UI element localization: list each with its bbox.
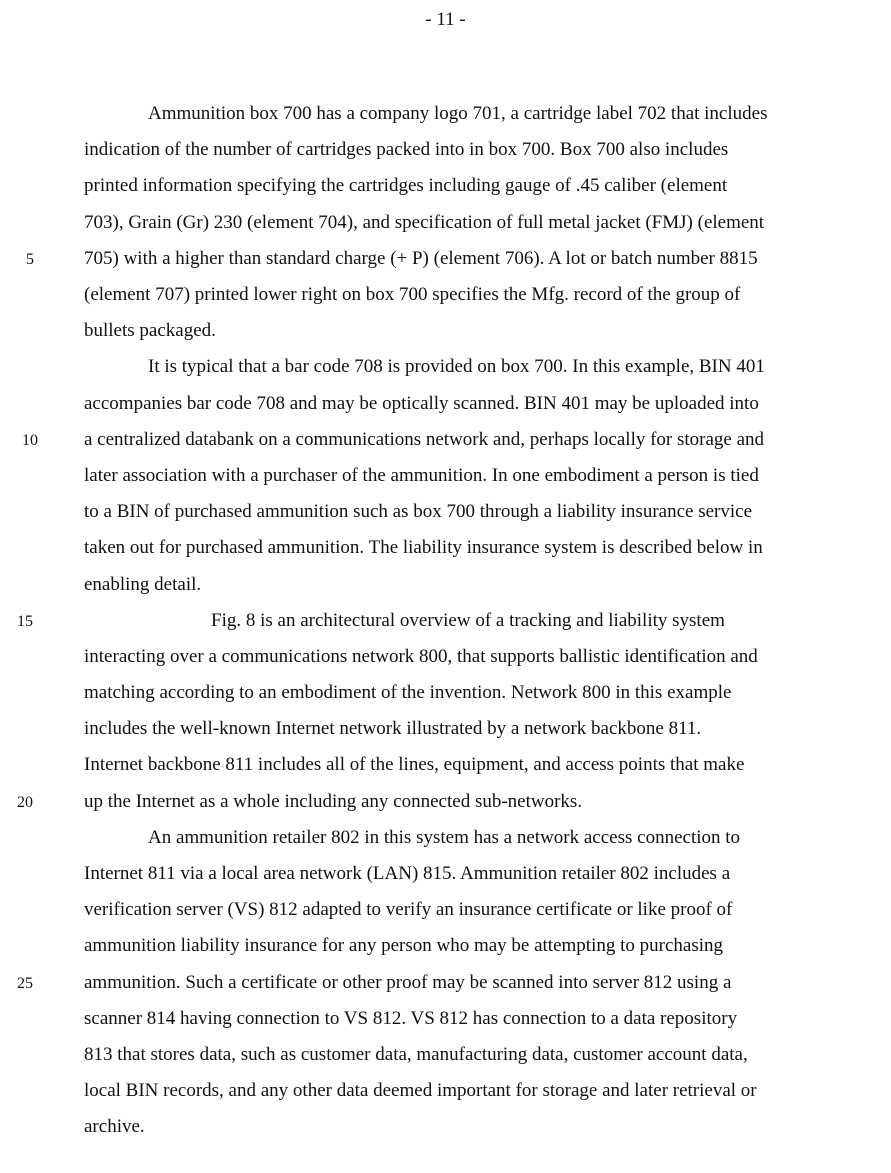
text-line: later association with a purchaser of the ammunition. In one embodiment a person is tied (84, 465, 759, 486)
text-line: to a BIN of purchased ammunition such as box 700 through a liability insurance service (84, 501, 753, 522)
text-line: An ammunition retailer 802 in this system has a network access connection to (148, 827, 741, 848)
text-line: 703), Grain (Gr) 230 (element 704), and specification of full metal jacket (FMJ) (element (84, 212, 765, 233)
text-line: printed information specifying the cartridges including gauge of .45 caliber (element (84, 175, 728, 196)
text-line: It is typical that a bar code 708 is provided on box 700. In this example, BIN 401 (148, 356, 765, 377)
line-number-10: 10 (22, 432, 38, 449)
text-line: ammunition. Such a certificate or other proof may be scanned into server 812 using a (84, 972, 732, 993)
text-line: interacting over a communications network 800, that supports ballistic identification and (84, 646, 758, 667)
text-line: 813 that stores data, such as customer data, manufacturing data, customer account data, (84, 1044, 748, 1065)
text-line: includes the well-known Internet network illustrated by a network backbone 811. (84, 718, 702, 739)
text-line: Fig. 8 is an architectural overview of a tracking and liability system (211, 610, 725, 631)
text-line: matching according to an embodiment of the invention. Network 800 in this example (84, 682, 732, 703)
text-line: archive. (84, 1116, 145, 1137)
line-number-5: 5 (26, 251, 34, 268)
text-line: ammunition liability insurance for any person who may be attempting to purchasing (84, 935, 723, 956)
text-line: enabling detail. (84, 574, 202, 595)
text-line: accompanies bar code 708 and may be optically scanned. BIN 401 may be uploaded into (84, 393, 759, 414)
text-line: verification server (VS) 812 adapted to verify an insurance certificate or like proof of (84, 899, 733, 920)
text-line: a centralized databank on a communications network and, perhaps locally for storage and (84, 429, 765, 450)
line-number-15: 15 (17, 613, 33, 630)
line-number-25: 25 (17, 975, 33, 992)
text-line: Ammunition box 700 has a company logo 701, a cartridge label 702 that includes (148, 103, 768, 124)
page-number: - 11 - (425, 9, 466, 30)
text-line: taken out for purchased ammunition. The liability insurance system is described below in (84, 537, 763, 558)
text-line: up the Internet as a whole including any connected sub-networks. (84, 791, 583, 812)
text-line: indication of the number of cartridges packed into in box 700. Box 700 also includes (84, 139, 729, 160)
text-line: Internet backbone 811 includes all of the lines, equipment, and access points that make (84, 754, 745, 775)
text-line: (element 707) printed lower right on box 700 specifies the Mfg. record of the group of (84, 284, 741, 305)
text-line: Internet 811 via a local area network (LAN) 815. Ammunition retailer 802 includes a (84, 863, 731, 884)
text-line: scanner 814 having connection to VS 812. VS 812 has connection to a data repository (84, 1008, 738, 1029)
text-line: bullets packaged. (84, 320, 216, 341)
line-number-20: 20 (17, 794, 33, 811)
text-line: 705) with a higher than standard charge (+ P) (element 706). A lot or batch number 8815 (84, 248, 758, 269)
text-line: local BIN records, and any other data deemed important for storage and later retrieval or (84, 1080, 757, 1101)
